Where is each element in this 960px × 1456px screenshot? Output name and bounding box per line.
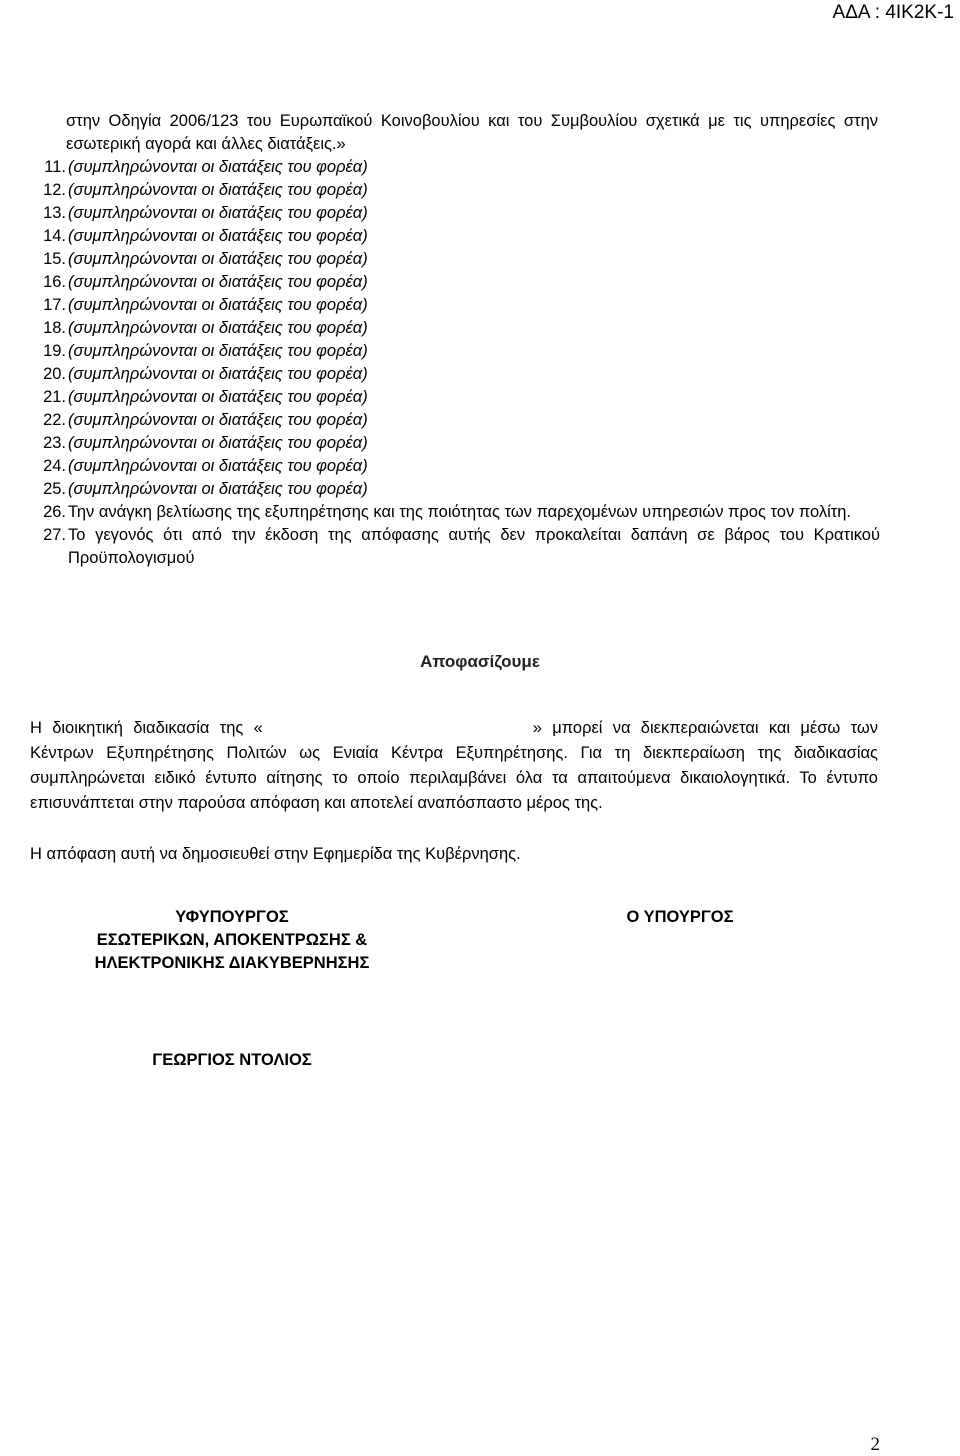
list-item	[30, 340, 880, 363]
list-item	[30, 317, 880, 340]
list-item-text: (συμπληρώνονται οι διατάξεις του φορέα)	[68, 158, 368, 176]
list-item-number: 11.	[44, 158, 66, 176]
list-item-text: Το γεγονός ότι από την έκδοση της απόφασης αυτής δεν προκαλείται δαπάνη σε βάρος του Κρατικού Προϋπολογισμού	[68, 526, 880, 567]
list-item-number: 15.	[43, 250, 66, 268]
list-item-number: 25.	[43, 480, 66, 498]
intro-paragraph: στην Οδηγία 2006/123 του Ευρωπαϊκού Κοινοβουλίου και του Συμβουλίου σχετικά με τις υπηρεσίες στην εσωτερική αγορά και άλλες διατάξεις.»	[66, 112, 878, 153]
list-item	[30, 501, 880, 524]
list-item-number: 13.	[43, 204, 66, 222]
signer-name: ΓΕΩΡΓΙΟΣ ΝΤΟΛΙΟΣ	[152, 1051, 312, 1069]
list-item-number: 12.	[43, 181, 66, 199]
deputy-title-line-1: ΥΦΥΠΟΥΡΓΟΣ	[175, 908, 289, 926]
list-item-text: (συμπληρώνονται οι διατάξεις του φορέα)	[68, 434, 368, 452]
list-item	[30, 432, 880, 455]
list-item	[30, 271, 880, 294]
list-item-text: (συμπληρώνονται οι διατάξεις του φορέα)	[68, 181, 368, 199]
list-item	[30, 202, 880, 225]
signature-deputy-minister	[40, 906, 424, 975]
ada-code: ΑΔΑ : 4ΙΚ2Κ-1	[832, 2, 954, 23]
list-item-number: 18.	[43, 319, 66, 337]
signature-minister	[560, 906, 800, 929]
list-item	[30, 294, 880, 317]
list-item-text: (συμπληρώνονται οι διατάξεις του φορέα)	[68, 365, 368, 383]
list-item-text: (συμπληρώνονται οι διατάξεις του φορέα)	[68, 457, 368, 475]
deputy-title-line-2: ΕΣΩΤΕΡΙΚΩΝ, ΑΠΟΚΕΝΤΡΩΣΗΣ &	[96, 931, 368, 949]
list-item-number: 22.	[43, 411, 66, 429]
list-item-number: 24.	[43, 457, 66, 475]
list-item-text: (συμπληρώνονται οι διατάξεις του φορέα)	[68, 319, 368, 337]
list-item-text: (συμπληρώνονται οι διατάξεις του φορέα)	[68, 388, 368, 406]
list-item-number: 26.	[43, 503, 66, 521]
list-item-text: (συμπληρώνονται οι διατάξεις του φορέα)	[68, 204, 368, 222]
minister-title: Ο ΥΠΟΥΡΓΟΣ	[626, 908, 734, 926]
list-item-number: 23.	[43, 434, 66, 452]
list-item	[30, 455, 880, 478]
considerations-list	[30, 156, 880, 570]
list-item-text: (συμπληρώνονται οι διατάξεις του φορέα)	[68, 342, 368, 360]
decision-lead: Η διοικητική διαδικασία της «	[30, 719, 263, 737]
list-item	[30, 524, 880, 570]
list-item-number: 20.	[43, 365, 66, 383]
list-item-text: (συμπληρώνονται οι διατάξεις του φορέα)	[68, 296, 368, 314]
list-item-number: 19.	[43, 342, 66, 360]
list-item	[30, 363, 880, 386]
decision-paragraph	[30, 716, 878, 816]
decision-rest: » μπορεί να διεκπεραιώνεται και μέσω των Κέντρων Εξυπηρέτησης Πολιτών ως Ενιαία Κέντρα Εξυπηρέτησης. Για τη διεκπεραίωση της διαδικασίας συμπληρώνεται ειδικό έντυπο αίτησης το οποίο περιλαμβάνει όλα τα απαιτούμενα δικαιολογητικά. Το έντυπο επισυνάπτεται στην παρούσα απόφαση και αποτελεί αναπόσπαστο μέρος της.	[30, 719, 878, 812]
list-item	[30, 156, 880, 179]
list-item	[30, 179, 880, 202]
list-item-text: (συμπληρώνονται οι διατάξεις του φορέα)	[68, 250, 368, 268]
list-item	[30, 225, 880, 248]
list-item-number: 27.	[43, 526, 66, 544]
list-item-number: 16.	[43, 273, 66, 291]
list-item-text: Την ανάγκη βελτίωσης της εξυπηρέτησης και της ποιότητας των παρεχομένων υπηρεσιών προς τον πολίτη.	[68, 503, 852, 521]
list-item-text: (συμπληρώνονται οι διατάξεις του φορέα)	[68, 227, 368, 245]
publication-paragraph: Η απόφαση αυτή να δημοσιευθεί στην Εφημερίδα της Κυβέρνησης.	[30, 845, 521, 863]
list-item-number: 17.	[43, 296, 66, 314]
deputy-title-line-3: ΗΛΕΚΤΡΟΝΙΚΗΣ ΔΙΑΚΥΒΕΡΝΗΣΗΣ	[94, 954, 370, 972]
decision-heading: Αποφασίζουμε	[420, 652, 540, 671]
list-item-text: (συμπληρώνονται οι διατάξεις του φορέα)	[68, 411, 368, 429]
page-number: 2	[870, 1434, 880, 1455]
list-item-text: (συμπληρώνονται οι διατάξεις του φορέα)	[68, 480, 368, 498]
list-item	[30, 248, 880, 271]
list-item-number: 21.	[43, 388, 66, 406]
list-item	[30, 409, 880, 432]
list-item-text: (συμπληρώνονται οι διατάξεις του φορέα)	[68, 273, 368, 291]
list-item	[30, 478, 880, 501]
list-item	[30, 386, 880, 409]
list-item-number: 14.	[43, 227, 66, 245]
